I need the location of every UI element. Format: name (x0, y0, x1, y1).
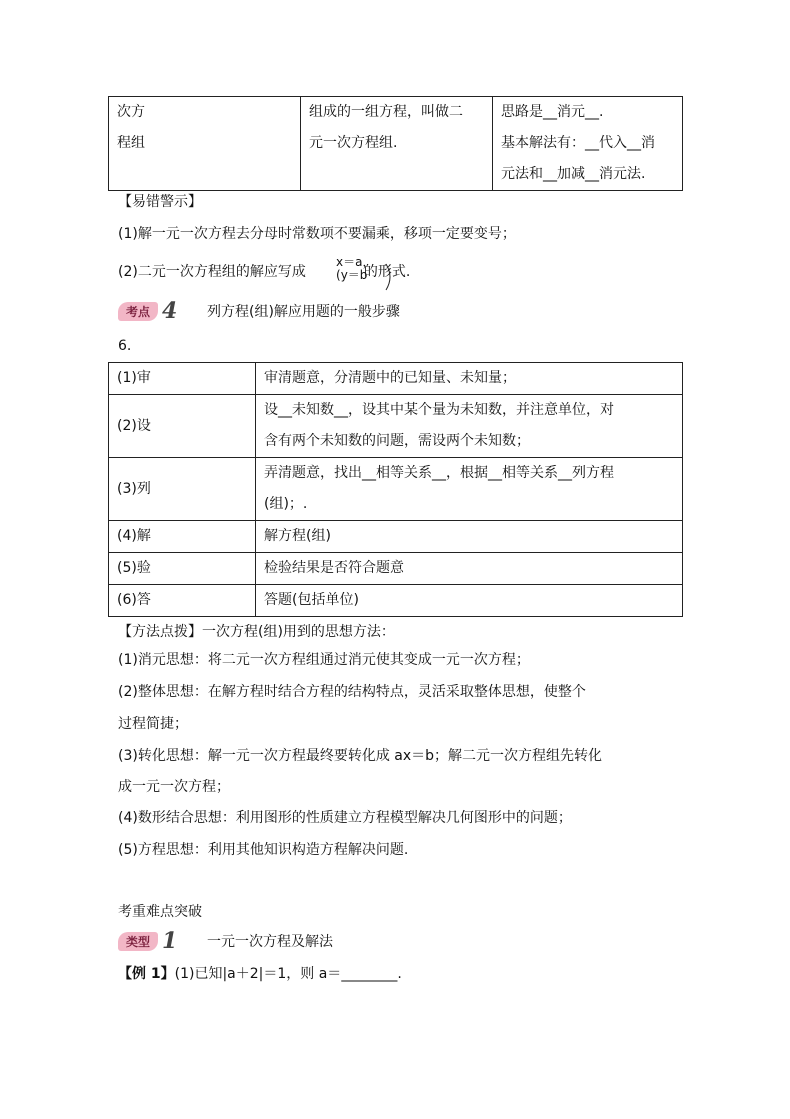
method-title: 【方法点拨】一次方程(组)用到的思想方法： (118, 624, 395, 640)
cell-text (501, 128, 674, 159)
step-content: 答题(包括单位) (256, 585, 683, 617)
right-paren-icon (384, 262, 396, 292)
step-label: (1)审 (109, 363, 256, 395)
step-label: (2)设 (109, 395, 256, 458)
warning-title: 【易错警示】 (118, 194, 202, 210)
warning-item-1: (1)解一元一次方程去分母时常数项不要漏乘，移项一定要变号； (118, 226, 516, 242)
cell-text: 含有两个未知数的问题，需设两个未知数； (264, 433, 530, 449)
example-label: 【例 1】 (118, 966, 175, 982)
kaodian-badge (118, 298, 177, 324)
table-cell-term (109, 97, 301, 191)
step-label: (4)解 (109, 521, 256, 553)
cell-text: 程组 (117, 135, 145, 151)
text: ，设其中某个量为未知数，并注意单位，对 (348, 402, 614, 418)
definition-table (108, 96, 683, 191)
method-line-6: (4)数形结合思想：利用图形的性质建立方程模型解决几何图形中的问题； (118, 810, 572, 826)
text: ，根据 (446, 465, 488, 481)
answer-blank: __代入__ (585, 135, 641, 151)
method-line-4: (3)转化思想：解一元一次方程最终要转化成 ax＝b；解二元一次方程组先转化 (118, 748, 603, 764)
cell-text: 元一次方程组. (309, 135, 398, 151)
badge-number: 1 (162, 928, 178, 954)
text: . (397, 966, 402, 982)
method-line-2: (2)整体思想：在解方程时结合方程的结构特点，灵活采取整体思想，使整个 (118, 684, 586, 700)
cell-text (264, 395, 674, 426)
answer-blank: __消元__ (543, 104, 599, 120)
type-badge (118, 928, 177, 954)
equation-line: (y＝b (336, 268, 368, 282)
step-label: (5)验 (109, 553, 256, 585)
equation-line: x＝a， (336, 255, 375, 269)
table-cell-method (493, 97, 683, 191)
kaodian-title: 列方程(组)解应用题的一般步骤 (207, 304, 400, 320)
example-text: (1)已知|a＋2|＝1，则 a＝ (174, 966, 342, 982)
section-heading: 考重难点突破 (118, 904, 202, 920)
text: 元法和 (501, 166, 543, 182)
example-1 (118, 964, 402, 984)
method-line-3: 过程简捷； (118, 716, 188, 732)
cell-text (501, 97, 674, 128)
answer-blank: __加减__ (543, 166, 599, 182)
answer-blank: ________ (341, 966, 398, 982)
cell-text: 组成的一组方程，叫做二 (309, 104, 463, 120)
equation-system (336, 256, 374, 282)
answer-blank: __相等关系__ (362, 465, 446, 481)
cell-text: (组)；. (264, 496, 308, 512)
step-label: (6)答 (109, 585, 256, 617)
answer-blank: __未知数__ (278, 402, 348, 418)
cell-text (501, 159, 674, 190)
method-line-7: (5)方程思想：利用其他知识构造方程解决问题. (118, 842, 409, 858)
steps-table (108, 362, 683, 617)
table-cell-definition (301, 97, 493, 191)
text: 思路是 (501, 104, 543, 120)
cell-text: 次方 (117, 104, 145, 120)
text: 列方程 (572, 465, 614, 481)
step-content: 审清题意，分清题中的已知量、未知量； (256, 363, 683, 395)
method-line-5: 成一元一次方程； (118, 779, 230, 795)
step-content: 检验结果是否符合题意 (256, 553, 683, 585)
text: . (599, 104, 604, 120)
type-title: 一元一次方程及解法 (207, 934, 333, 950)
badge-number: 4 (162, 298, 178, 324)
step-label: (3)列 (109, 458, 256, 521)
badge-label: 考点 (118, 302, 158, 321)
text: 消 (641, 135, 655, 151)
text: (2)二元一次方程组的解应写成 (118, 264, 306, 280)
text: 消元法. (599, 166, 646, 182)
step-content (256, 458, 683, 521)
text: 的形式. (363, 264, 411, 280)
item-number: 6. (118, 338, 132, 354)
method-line-1: (1)消元思想：将二元一次方程组通过消元使其变成一元一次方程； (118, 652, 530, 668)
step-content (256, 395, 683, 458)
text: 设 (264, 402, 278, 418)
text: 基本解法有： (501, 135, 585, 151)
answer-blank: __相等关系__ (488, 465, 572, 481)
text: y＝b (340, 268, 368, 282)
badge-label: 类型 (118, 932, 158, 951)
step-content: 解方程(组) (256, 521, 683, 553)
text: 弄清题意，找出 (264, 465, 362, 481)
cell-text (264, 458, 674, 489)
